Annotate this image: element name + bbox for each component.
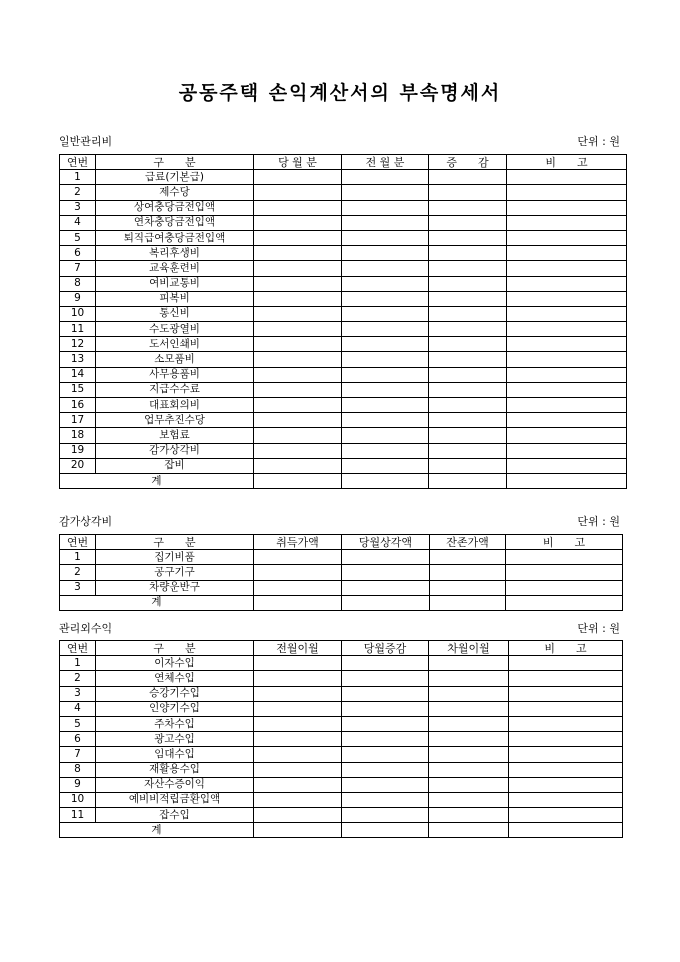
- amount-cell[interactable]: [254, 246, 342, 261]
- section-title: 일반관리비: [59, 135, 113, 148]
- amount-cell[interactable]: [429, 762, 509, 777]
- amount-cell[interactable]: [254, 777, 342, 792]
- amount-cell[interactable]: [342, 200, 429, 215]
- table-row: [60, 762, 623, 777]
- amount-cell[interactable]: [507, 276, 627, 291]
- amount-cell[interactable]: [429, 337, 507, 352]
- row-number: 17: [60, 413, 96, 428]
- item-name: 승강기수입: [96, 686, 254, 701]
- amount-cell[interactable]: [342, 443, 429, 458]
- amount-cell[interactable]: [254, 276, 342, 291]
- amount-cell[interactable]: [254, 550, 342, 565]
- row-number: 9: [60, 777, 96, 792]
- item-name: 광고수입: [96, 732, 254, 747]
- row-number: 7: [60, 747, 96, 762]
- amount-cell[interactable]: [507, 413, 627, 428]
- amount-cell[interactable]: [254, 443, 342, 458]
- amount-cell[interactable]: [342, 215, 429, 230]
- amount-cell[interactable]: [342, 686, 429, 701]
- row-number: 5: [60, 716, 96, 731]
- table-row: [60, 428, 627, 443]
- amount-cell[interactable]: [509, 792, 623, 807]
- depreciation-header: [59, 513, 622, 527]
- item-name: 자산수증이익: [96, 777, 254, 792]
- amount-cell[interactable]: [429, 656, 509, 671]
- table-row: [60, 337, 627, 352]
- amount-cell[interactable]: [254, 808, 342, 823]
- amount-cell[interactable]: [429, 732, 509, 747]
- amount-cell[interactable]: [342, 428, 429, 443]
- amount-cell[interactable]: [254, 367, 342, 382]
- amount-cell[interactable]: [254, 686, 342, 701]
- column-header: 구 분: [96, 155, 254, 170]
- amount-cell[interactable]: [254, 185, 342, 200]
- amount-cell[interactable]: [429, 230, 507, 245]
- header-row: [60, 535, 623, 550]
- amount-cell[interactable]: [430, 580, 506, 595]
- total-amount-cell[interactable]: [429, 823, 509, 838]
- amount-cell[interactable]: [507, 428, 627, 443]
- row-number: 11: [60, 322, 96, 337]
- amount-cell[interactable]: [506, 580, 623, 595]
- row-number: 10: [60, 792, 96, 807]
- amount-cell[interactable]: [342, 337, 429, 352]
- amount-cell[interactable]: [342, 322, 429, 337]
- amount-cell[interactable]: [342, 261, 429, 276]
- amount-cell[interactable]: [509, 777, 623, 792]
- item-name: 급료(기본급): [96, 170, 254, 185]
- item-name: 인양기수입: [96, 701, 254, 716]
- row-number: 6: [60, 732, 96, 747]
- item-name: 피복비: [96, 291, 254, 306]
- amount-cell[interactable]: [509, 701, 623, 716]
- total-amount-cell[interactable]: [506, 595, 623, 610]
- amount-cell[interactable]: [254, 701, 342, 716]
- amount-cell[interactable]: [509, 762, 623, 777]
- amount-cell[interactable]: [342, 777, 429, 792]
- total-amount-cell[interactable]: [254, 823, 342, 838]
- amount-cell[interactable]: [342, 352, 429, 367]
- item-name: 대표회의비: [96, 398, 254, 413]
- column-header: 당월상각액: [342, 535, 430, 550]
- row-number: 1: [60, 656, 96, 671]
- amount-cell[interactable]: [342, 792, 429, 807]
- table-row: [60, 458, 627, 473]
- column-header: 증 감: [429, 155, 507, 170]
- item-name: 수도광열비: [96, 322, 254, 337]
- item-name: 상여충당금전입액: [96, 200, 254, 215]
- general-admin-expenses-header: [59, 133, 622, 147]
- amount-cell[interactable]: [342, 306, 429, 321]
- amount-cell[interactable]: [509, 686, 623, 701]
- item-name: 감가상각비: [96, 443, 254, 458]
- column-header: 차월이월: [429, 641, 509, 656]
- amount-cell[interactable]: [342, 565, 430, 580]
- table-row: [60, 580, 623, 595]
- total-amount-cell[interactable]: [430, 595, 506, 610]
- amount-cell[interactable]: [342, 747, 429, 762]
- non-operating-income-header: [59, 620, 622, 634]
- item-name: 업무추진수당: [96, 413, 254, 428]
- amount-cell[interactable]: [507, 170, 627, 185]
- amount-cell[interactable]: [342, 716, 429, 731]
- table-row: [60, 322, 627, 337]
- row-number: 1: [60, 550, 96, 565]
- total-label: 계: [60, 595, 254, 610]
- amount-cell[interactable]: [429, 428, 507, 443]
- amount-cell[interactable]: [342, 458, 429, 473]
- amount-cell[interactable]: [342, 246, 429, 261]
- amount-cell[interactable]: [429, 291, 507, 306]
- column-header: 당 월 분: [254, 155, 342, 170]
- row-number: 7: [60, 261, 96, 276]
- total-row: [60, 823, 623, 838]
- total-row: [60, 595, 623, 610]
- column-header: 비 고: [506, 535, 623, 550]
- table-row: [60, 686, 623, 701]
- amount-cell[interactable]: [429, 215, 507, 230]
- row-number: 10: [60, 306, 96, 321]
- amount-cell[interactable]: [429, 716, 509, 731]
- amount-cell[interactable]: [429, 686, 509, 701]
- amount-cell[interactable]: [429, 382, 507, 397]
- row-number: 2: [60, 565, 96, 580]
- table-row: [60, 230, 627, 245]
- amount-cell[interactable]: [342, 170, 429, 185]
- row-number: 15: [60, 382, 96, 397]
- amount-cell[interactable]: [254, 337, 342, 352]
- item-name: 연차충당금전입액: [96, 215, 254, 230]
- amount-cell[interactable]: [507, 185, 627, 200]
- row-number: 16: [60, 398, 96, 413]
- header-row: [60, 641, 623, 656]
- item-name: 재활용수입: [96, 762, 254, 777]
- amount-cell[interactable]: [429, 701, 509, 716]
- row-number: 3: [60, 686, 96, 701]
- non-operating-income-table: [59, 640, 623, 838]
- row-number: 4: [60, 701, 96, 716]
- amount-cell[interactable]: [342, 413, 429, 428]
- unit-label: 단위 : 원: [577, 515, 620, 528]
- item-name: 통신비: [96, 306, 254, 321]
- amount-cell[interactable]: [429, 413, 507, 428]
- table-row: [60, 808, 623, 823]
- amount-cell[interactable]: [507, 443, 627, 458]
- item-name: 임대수입: [96, 747, 254, 762]
- amount-cell[interactable]: [254, 215, 342, 230]
- amount-cell[interactable]: [342, 291, 429, 306]
- amount-cell[interactable]: [254, 458, 342, 473]
- amount-cell[interactable]: [254, 762, 342, 777]
- amount-cell[interactable]: [509, 656, 623, 671]
- row-number: 18: [60, 428, 96, 443]
- amount-cell[interactable]: [429, 200, 507, 215]
- section-title: 관리외수익: [59, 622, 113, 635]
- amount-cell[interactable]: [254, 306, 342, 321]
- amount-cell[interactable]: [342, 580, 430, 595]
- amount-cell[interactable]: [509, 732, 623, 747]
- amount-cell[interactable]: [430, 550, 506, 565]
- total-row: [60, 473, 627, 488]
- amount-cell[interactable]: [509, 747, 623, 762]
- amount-cell[interactable]: [507, 291, 627, 306]
- row-number: 9: [60, 291, 96, 306]
- amount-cell[interactable]: [507, 398, 627, 413]
- amount-cell[interactable]: [507, 306, 627, 321]
- row-number: 12: [60, 337, 96, 352]
- amount-cell[interactable]: [429, 367, 507, 382]
- table-row: [60, 443, 627, 458]
- row-number: 2: [60, 185, 96, 200]
- amount-cell[interactable]: [342, 732, 429, 747]
- table-row: [60, 732, 623, 747]
- total-amount-cell[interactable]: [509, 823, 623, 838]
- amount-cell[interactable]: [507, 261, 627, 276]
- row-number: 3: [60, 580, 96, 595]
- table-row: [60, 261, 627, 276]
- row-number: 3: [60, 200, 96, 215]
- item-name: 이자수입: [96, 656, 254, 671]
- row-number: 13: [60, 352, 96, 367]
- amount-cell[interactable]: [507, 337, 627, 352]
- amount-cell[interactable]: [254, 580, 342, 595]
- amount-cell[interactable]: [342, 808, 429, 823]
- row-number: 5: [60, 230, 96, 245]
- amount-cell[interactable]: [429, 747, 509, 762]
- column-header: 비 고: [507, 155, 627, 170]
- amount-cell[interactable]: [342, 762, 429, 777]
- total-amount-cell[interactable]: [254, 595, 342, 610]
- amount-cell[interactable]: [507, 352, 627, 367]
- table-row: [60, 352, 627, 367]
- amount-cell[interactable]: [430, 565, 506, 580]
- amount-cell[interactable]: [254, 732, 342, 747]
- item-name: 퇴직급여충당금전입액: [96, 230, 254, 245]
- amount-cell[interactable]: [342, 671, 429, 686]
- table-row: [60, 716, 623, 731]
- table-row: [60, 200, 627, 215]
- table-row: [60, 306, 627, 321]
- item-name: 여비교통비: [96, 276, 254, 291]
- unit-label: 단위 : 원: [577, 622, 620, 635]
- column-header: 비 고: [509, 641, 623, 656]
- amount-cell[interactable]: [254, 565, 342, 580]
- column-header: 전 월 분: [342, 155, 429, 170]
- header-row: [60, 155, 627, 170]
- column-header: 전월이월: [254, 641, 342, 656]
- column-header: 구 분: [96, 641, 254, 656]
- amount-cell[interactable]: [342, 382, 429, 397]
- table-row: [60, 701, 623, 716]
- amount-cell[interactable]: [509, 808, 623, 823]
- amount-cell[interactable]: [429, 671, 509, 686]
- amount-cell[interactable]: [254, 200, 342, 215]
- item-name: 제수당: [96, 185, 254, 200]
- row-number: 19: [60, 443, 96, 458]
- amount-cell[interactable]: [342, 276, 429, 291]
- item-name: 지급수수료: [96, 382, 254, 397]
- amount-cell[interactable]: [509, 671, 623, 686]
- amount-cell[interactable]: [429, 246, 507, 261]
- row-number: 8: [60, 762, 96, 777]
- item-name: 집기비품: [96, 550, 254, 565]
- amount-cell[interactable]: [254, 413, 342, 428]
- column-header: 당월증감: [342, 641, 429, 656]
- amount-cell[interactable]: [507, 215, 627, 230]
- table-row: [60, 398, 627, 413]
- table-row: [60, 671, 623, 686]
- amount-cell[interactable]: [342, 701, 429, 716]
- amount-cell[interactable]: [429, 458, 507, 473]
- amount-cell[interactable]: [507, 230, 627, 245]
- table-row: [60, 792, 623, 807]
- item-name: 잡비: [96, 458, 254, 473]
- table-row: [60, 413, 627, 428]
- amount-cell[interactable]: [254, 671, 342, 686]
- total-label: 계: [60, 823, 254, 838]
- table-row: [60, 747, 623, 762]
- section-title: 감가상각비: [59, 515, 113, 528]
- total-amount-cell[interactable]: [342, 823, 429, 838]
- column-header: 연번: [60, 641, 96, 656]
- row-number: 11: [60, 808, 96, 823]
- total-amount-cell[interactable]: [342, 595, 430, 610]
- amount-cell[interactable]: [429, 322, 507, 337]
- general-admin-expenses-table: [59, 154, 627, 489]
- item-name: 잡수입: [96, 808, 254, 823]
- table-row: [60, 185, 627, 200]
- amount-cell[interactable]: [507, 458, 627, 473]
- column-header: 취득가액: [254, 535, 342, 550]
- table-row: [60, 246, 627, 261]
- row-number: 14: [60, 367, 96, 382]
- amount-cell[interactable]: [507, 322, 627, 337]
- amount-cell[interactable]: [507, 246, 627, 261]
- item-name: 공구기구: [96, 565, 254, 580]
- total-label: 계: [60, 473, 254, 488]
- row-number: 20: [60, 458, 96, 473]
- amount-cell[interactable]: [254, 322, 342, 337]
- amount-cell[interactable]: [254, 792, 342, 807]
- column-header: 연번: [60, 155, 96, 170]
- amount-cell[interactable]: [342, 656, 429, 671]
- total-amount-cell[interactable]: [507, 473, 627, 488]
- amount-cell[interactable]: [254, 747, 342, 762]
- table-row: [60, 215, 627, 230]
- amount-cell[interactable]: [506, 550, 623, 565]
- item-name: 연체수입: [96, 671, 254, 686]
- amount-cell[interactable]: [254, 382, 342, 397]
- amount-cell[interactable]: [342, 398, 429, 413]
- table-row: [60, 276, 627, 291]
- total-amount-cell[interactable]: [342, 473, 429, 488]
- amount-cell[interactable]: [429, 185, 507, 200]
- item-name: 도서인쇄비: [96, 337, 254, 352]
- row-number: 4: [60, 215, 96, 230]
- table-row: [60, 550, 623, 565]
- amount-cell[interactable]: [429, 276, 507, 291]
- item-name: 복리후생비: [96, 246, 254, 261]
- amount-cell[interactable]: [342, 185, 429, 200]
- row-number: 2: [60, 671, 96, 686]
- item-name: 보험료: [96, 428, 254, 443]
- amount-cell[interactable]: [342, 367, 429, 382]
- amount-cell[interactable]: [429, 352, 507, 367]
- amount-cell[interactable]: [342, 230, 429, 245]
- table-row: [60, 170, 627, 185]
- table-row: [60, 367, 627, 382]
- item-name: 차량운반구: [96, 580, 254, 595]
- amount-cell[interactable]: [507, 200, 627, 215]
- amount-cell[interactable]: [254, 170, 342, 185]
- amount-cell[interactable]: [429, 261, 507, 276]
- amount-cell[interactable]: [509, 716, 623, 731]
- total-amount-cell[interactable]: [254, 473, 342, 488]
- row-number: 8: [60, 276, 96, 291]
- amount-cell[interactable]: [429, 170, 507, 185]
- amount-cell[interactable]: [429, 306, 507, 321]
- table-row: [60, 565, 623, 580]
- depreciation-table: [59, 534, 623, 611]
- amount-cell[interactable]: [429, 808, 509, 823]
- amount-cell[interactable]: [506, 565, 623, 580]
- table-row: [60, 777, 623, 792]
- amount-cell[interactable]: [254, 428, 342, 443]
- item-name: 소모품비: [96, 352, 254, 367]
- amount-cell[interactable]: [254, 656, 342, 671]
- amount-cell[interactable]: [507, 367, 627, 382]
- column-header: 잔존가액: [430, 535, 506, 550]
- column-header: 연번: [60, 535, 96, 550]
- amount-cell[interactable]: [429, 792, 509, 807]
- row-number: 6: [60, 246, 96, 261]
- table-row: [60, 382, 627, 397]
- item-name: 교육훈련비: [96, 261, 254, 276]
- item-name: 예비비적립금환입액: [96, 792, 254, 807]
- amount-cell[interactable]: [254, 230, 342, 245]
- document-title: 공동주택 손익계산서의 부속명세서: [178, 82, 502, 104]
- amount-cell[interactable]: [429, 777, 509, 792]
- total-amount-cell[interactable]: [429, 473, 507, 488]
- amount-cell[interactable]: [254, 261, 342, 276]
- amount-cell[interactable]: [342, 550, 430, 565]
- amount-cell[interactable]: [507, 382, 627, 397]
- amount-cell[interactable]: [254, 716, 342, 731]
- amount-cell[interactable]: [429, 398, 507, 413]
- item-name: 주차수입: [96, 716, 254, 731]
- row-number: 1: [60, 170, 96, 185]
- amount-cell[interactable]: [254, 398, 342, 413]
- table-row: [60, 656, 623, 671]
- unit-label: 단위 : 원: [577, 135, 620, 148]
- amount-cell[interactable]: [254, 291, 342, 306]
- amount-cell[interactable]: [254, 352, 342, 367]
- amount-cell[interactable]: [429, 443, 507, 458]
- item-name: 사무용품비: [96, 367, 254, 382]
- column-header: 구 분: [96, 535, 254, 550]
- table-row: [60, 291, 627, 306]
